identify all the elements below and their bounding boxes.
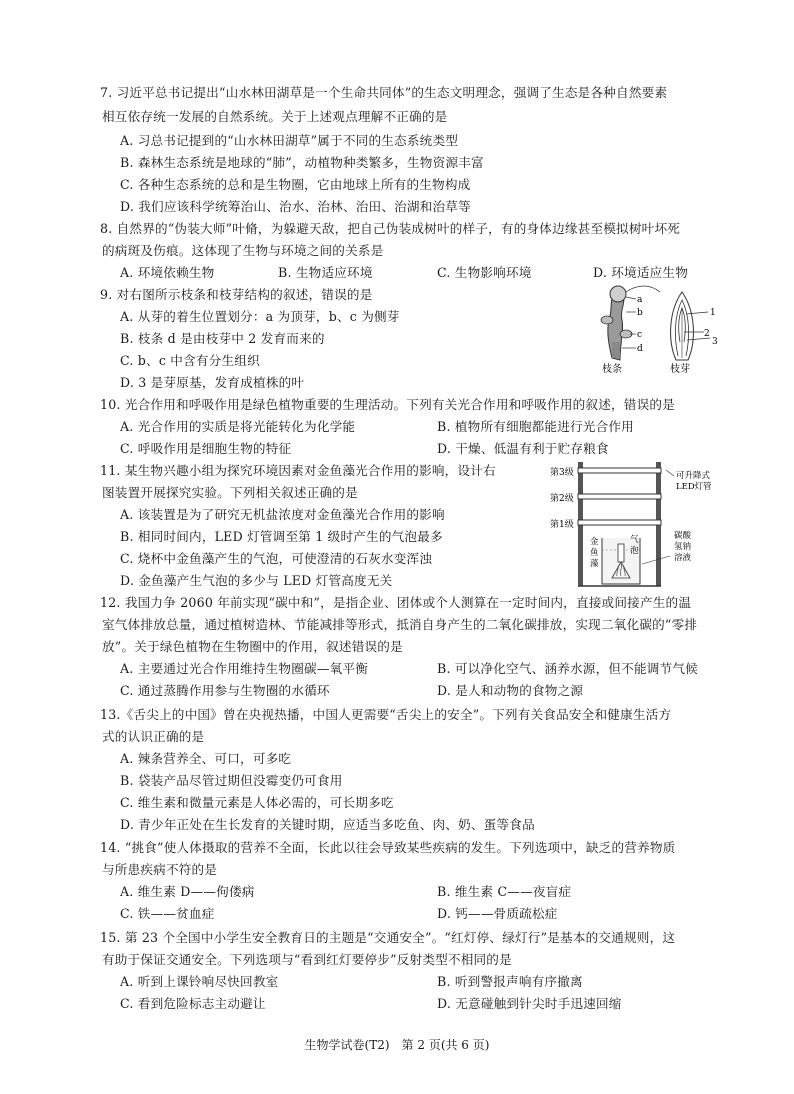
q15-option-a: A. 听到上课铃响尽快回教室 [120,974,279,989]
q12-option-d: D. 是人和动物的食物之源 [437,683,584,698]
q13-option-a: A. 辣条营养全、可口，可多吃 [120,751,292,766]
q11-option-c: C. 烧杯中金鱼藻产生的气泡，可使澄清的石灰水变浑浊 [120,551,433,566]
q11-option-d: D. 金鱼藻产生气泡的多少与 LED 灯管高度无关 [120,573,393,588]
q15-stem-line-1: 15. 第 23 个全国中小学生安全教育日的主题是“交通安全”。“红灯停、绿灯行”是基本的交通规则，这 [100,930,676,945]
q9-stem: 9. 对右图所示枝条和枝芽结构的叙述，错误的是 [100,287,373,302]
bubble-label-2: 泡 [630,546,639,556]
q14-stem-line-1: 14. “挑食”使人体摄取的营养不全面，长此以往会导致某些疾病的发生。下列选项中，缺乏的营养物质 [100,840,676,855]
plant-label-3: 藻 [590,559,599,569]
level-2-label: 第2级 [550,494,574,504]
q15-option-c: C. 看到危险标志主动避让 [120,996,266,1011]
q9-option-b: B. 枝条 d 是由枝芽中 2 发育而来的 [120,331,325,346]
q11-option-a: A. 该装置是为了研究无机盐浓度对金鱼藻光合作用的影响 [120,507,445,522]
q7-option-c: C. 各种生态系统的总和是生物圈，它由地球上所有的生物构成 [120,177,471,192]
solution-label-2: 氢钠 [674,542,692,552]
q13-option-c: C. 维生素和微量元素是人体必需的，可长期多吃 [120,795,394,810]
level-1-label: 第1级 [550,520,574,530]
q10-option-b: B. 植物所有细胞都能进行光合作用 [437,419,634,434]
bubble-label-1: 气 [630,535,639,545]
solution-label-3: 溶液 [674,553,692,563]
q14-option-a: A. 维生素 D——佝偻病 [120,884,255,899]
level-3-label: 第3级 [550,468,574,478]
label-a: a [637,295,643,305]
q13-option-b: B. 袋装产品尽管过期但没霉变仍可食用 [120,773,343,788]
q10-option-d: D. 干燥、低温有利于贮存粮食 [437,441,609,456]
q11-stem-line-2: 图装置开展探究实验。下列相关叙述正确的是 [102,485,358,500]
q7-option-b: B. 森林生态系统是地球的“肺”，动植物种类繁多，生物资源丰富 [120,155,484,170]
q15-option-b: B. 听到警报声响有序撤离 [437,974,583,989]
q15-stem-line-2: 有助于保证交通安全。下列选项与“看到红灯要停步”反射类型不相同的是 [102,952,512,967]
q15-option-d: D. 无意碰触到针尖时手迅速回缩 [437,996,622,1011]
label-2: 2 [704,329,710,339]
q9-option-d: D. 3 是芽原基，发育成植株的叶 [120,375,305,390]
q8-option-c: C. 生物影响环境 [437,265,532,280]
q12-stem-line-1: 12. 我国力争 2060 年前实现“碳中和”，是指企业、团体或个人测算在一定时间内，直接或间接产生的温 [100,595,692,610]
branch-bud-figure [590,282,730,374]
q8-stem-line-1: 8. 自然界的“伪装大师”叶脩，为躲避天敌，把自己伪装成树叶的样子，有的身体边缘甚至模拟树叶坏死 [100,221,681,236]
q9-option-a: A. 从芽的着生位置划分：a 为顶芽，b、c 为侧芽 [120,309,400,324]
q8-stem-line-2: 的病斑及伤痕。这体现了生物与环境之间的关系是 [102,243,384,258]
page-footer: 生物学试卷(T2) 第 2 页(共 6 页) [304,1038,490,1052]
plant-label-1: 金 [590,537,599,547]
q7-stem-line-1: 7. 习近平总书记提出“山水林田湖草是一个生命共同体”的生态文明理念，强调了生态是各种自然要素 [100,85,668,100]
caption-branch: 枝条 [602,364,622,374]
q14-option-d: D. 钙——骨质疏松症 [437,906,558,921]
q8-option-b: B. 生物适应环境 [278,265,373,280]
label-c: c [637,330,643,340]
q7-stem-line-2: 相互依存统一发展的自然系统。关于上述观点理解不正确的是 [102,109,448,124]
q11-option-b: B. 相同时间内，LED 灯管调至第 1 级时产生的气泡最多 [120,529,443,544]
q14-stem-line-2: 与所患疾病不符的是 [102,862,218,877]
q10-option-a: A. 光合作用的实质是将光能转化为化学能 [120,419,356,434]
label-3: 3 [712,337,718,347]
bud-drawing [671,292,694,360]
led-label-2: LED灯管 [676,482,712,492]
q12-option-b: B. 可以净化空气、涵养水源，但不能调节气候 [437,661,698,676]
q8-option-d: D. 环境适应生物 [593,265,689,280]
q12-stem-line-2: 室气体排放总量，通过植树造林、节能减排等形式，抵消自身产生的二氧化碳排放，实现二氧化碳的“零排 [102,617,698,632]
led-label-1: 可升降式 [676,471,711,481]
q9-option-c: C. b、c 中含有分生组织 [120,353,260,368]
label-1: 1 [710,308,716,318]
q7-option-d: D. 我们应该科学统筹治山、治水、治林、治田、治湖和治草等 [120,199,471,214]
label-d: d [637,344,643,354]
label-b: b [637,308,643,318]
q10-stem: 10. 光合作用和呼吸作用是绿色植物重要的生理活动。下列有关光合作用和呼吸作用的叙述，错误的是 [100,397,675,412]
plant-label-2: 鱼 [590,548,599,558]
q11-stem-line-1: 11. 某生物兴趣小组为探究环境因素对金鱼藻光合作用的影响，设计右 [100,463,496,478]
q13-option-d: D. 青少年正处在生长发育的关键时期，应适当多吃鱼、肉、奶、蛋等食品 [120,817,535,832]
q12-stem-line-3: 放”。关于绿色植物在生物圈中的作用，叙述错误的是 [102,639,403,654]
led-apparatus-figure [548,458,728,590]
q12-option-c: C. 通过蒸腾作用参与生物圈的水循环 [120,683,330,698]
q13-stem-line-1: 13.《舌尖上的中国》曾在央视热播，中国人更需要“舌尖上的安全”。下列有关食品安全和健康生活方 [100,707,672,722]
q14-option-b: B. 维生素 C——夜盲症 [437,884,572,899]
caption-bud: 枝芽 [670,364,690,374]
q13-stem-line-2: 式的认识正确的是 [102,729,205,744]
q12-option-a: A. 主要通过光合作用维持生物圈碳—氧平衡 [120,661,368,676]
solution-label-1: 碳酸 [674,531,692,541]
q14-option-c: C. 铁——贫血症 [120,906,215,921]
q8-option-a: A. 环境依赖生物 [120,265,215,280]
q10-option-c: C. 呼吸作用是细胞生物的特征 [120,441,292,456]
q7-option-a: A. 习总书记提到的“山水林田湖草”属于不同的生态系统类型 [120,133,459,148]
